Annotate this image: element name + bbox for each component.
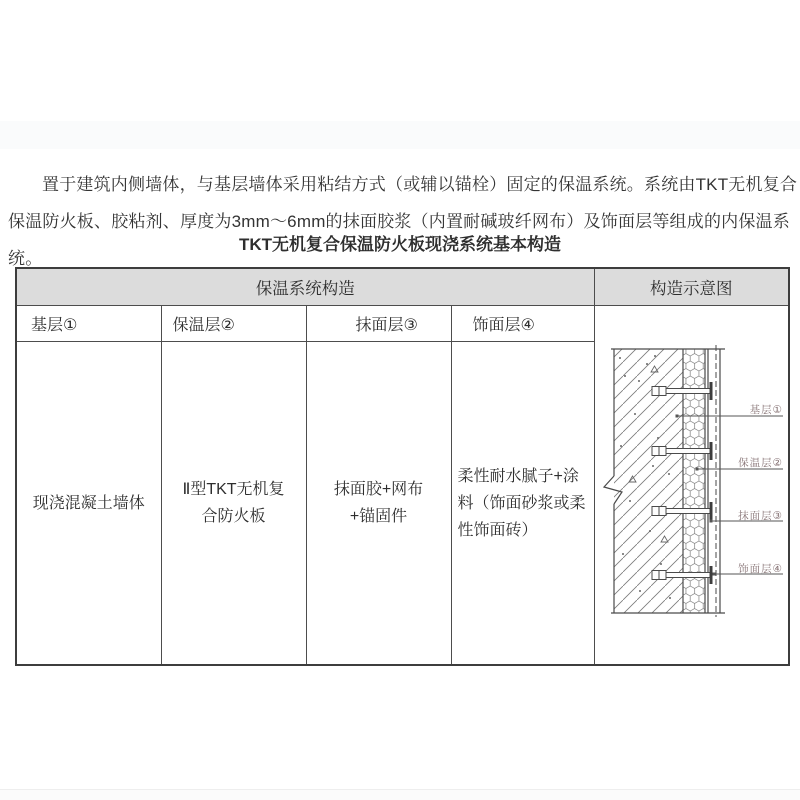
col-header-base-layer: 基层① xyxy=(16,306,161,342)
cell-insulation-layer-text: Ⅱ型TKT无机复合防火板 xyxy=(182,481,285,525)
diagram-label-render-layer: 抹面层③ xyxy=(738,510,783,522)
diagram-label-insulation-layer: 保温层② xyxy=(738,457,783,469)
intro-paragraph: 置于建筑内侧墙体，与基层墙体采用粘结方式（或辅以锚栓）固定的保温系统。系统由TKT无机复合保温防火板、胶粘剂、厚度为3mm～6mm的抹面胶浆（内置耐碱玻纤网布）及饰面层等组成的内保温系统。 xyxy=(8,175,798,268)
col-header-render-layer: 抹面层③ xyxy=(306,306,451,342)
scan-artifact-band-bottom xyxy=(0,789,800,800)
group-header-row xyxy=(16,268,789,306)
cell-base-layer-text: 现浇混凝土墙体 xyxy=(32,494,145,512)
wall-section-diagram xyxy=(595,306,788,662)
cell-finish-layer xyxy=(451,342,594,666)
col-header-insulation-layer: 保温层② xyxy=(161,306,306,342)
diagram-label-base-layer: 基层① xyxy=(749,404,783,416)
scan-artifact-band-top xyxy=(0,121,800,149)
group-header-cell: 保温系统构造 xyxy=(16,268,594,306)
diagram-cell xyxy=(594,306,789,666)
table-title: TKT无机复合保温防火板现浇系统基本构造 xyxy=(238,235,562,254)
cell-insulation-layer xyxy=(161,342,306,666)
cell-finish-layer-text: 柔性耐水腻子+涂料（饰面砂浆或柔性饰面砖） xyxy=(457,467,586,539)
cell-base-layer xyxy=(16,342,161,666)
column-header-row xyxy=(16,306,789,342)
col-header-finish-layer: 饰面层④ xyxy=(451,306,594,342)
cell-render-layer-text: 抹面胶+网布+锚固件 xyxy=(333,481,424,525)
diagram-label-finish-layer: 饰面层④ xyxy=(738,563,783,575)
spec-table xyxy=(15,267,790,666)
cell-render-layer xyxy=(306,342,451,666)
diagram-header-cell: 构造示意图 xyxy=(594,268,789,306)
